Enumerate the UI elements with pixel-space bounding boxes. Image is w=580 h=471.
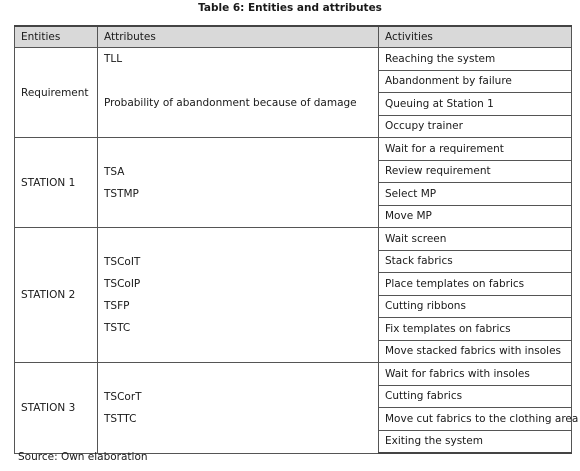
table-row [15,228,572,251]
attributes-cell [98,228,379,363]
activity-cell: Fix templates on fabrics [379,318,572,341]
activity-cell: Stack fabrics [379,250,572,273]
activity-cell: Move stacked fabrics with insoles [379,340,572,363]
activity-cell: Abandonment by failure [379,70,572,93]
attribute-item: TSFP [104,300,130,312]
attribute-item: Probability of abandonment because of damage [104,97,357,109]
attribute-item: TSCoIP [104,278,141,290]
activity-cell: Select MP [379,183,572,206]
attributes-cell [98,48,379,138]
entities-table [14,25,579,454]
entity-cell: STATION 1 [15,138,98,228]
header-entities: Entities [15,26,98,48]
activity-cell: Cutting ribbons [379,295,572,318]
attribute-item: TSCorT [104,390,142,403]
entity-cell: STATION 3 [15,363,98,454]
header-attributes: Attributes [98,26,379,48]
table-row [15,363,572,386]
activity-cell: Place templates on fabrics [379,273,572,296]
activity-cell: Exiting the system [379,430,572,453]
activity-cell: Wait for a requirement [379,138,572,161]
attribute-item: TSTC [104,322,131,334]
attribute-item: TSCoIT [104,256,141,268]
table-caption: Table 6: Entities and attributes [198,2,382,14]
attribute-item: TSA [104,165,125,178]
attributes-cell [98,138,379,228]
activity-cell: Occupy trainer [379,115,572,138]
activity-cell: Cutting fabrics [379,385,572,408]
attribute-item: TSTTC [104,412,137,425]
entity-cell: Requirement [15,48,98,138]
source-note: Source: Own elaboration [18,451,148,463]
activity-cell: Wait for fabrics with insoles [379,363,572,386]
attributes-cell [98,363,379,454]
activity-cell: Move cut fabrics to the clothing area [379,408,572,431]
header-row [15,26,572,48]
header-activities: Activities [379,26,572,48]
activity-cell: Review requirement [379,160,572,183]
attribute-item: TSTMP [104,187,139,200]
attribute-item: TLL [104,53,123,65]
activity-cell: Queuing at Station 1 [379,93,572,116]
entity-cell: STATION 2 [15,228,98,363]
activity-cell: Wait screen [379,228,572,251]
activity-cell: Reaching the system [379,48,572,71]
table-row [15,48,572,71]
activity-cell: Move MP [379,205,572,228]
table-row [15,138,572,161]
